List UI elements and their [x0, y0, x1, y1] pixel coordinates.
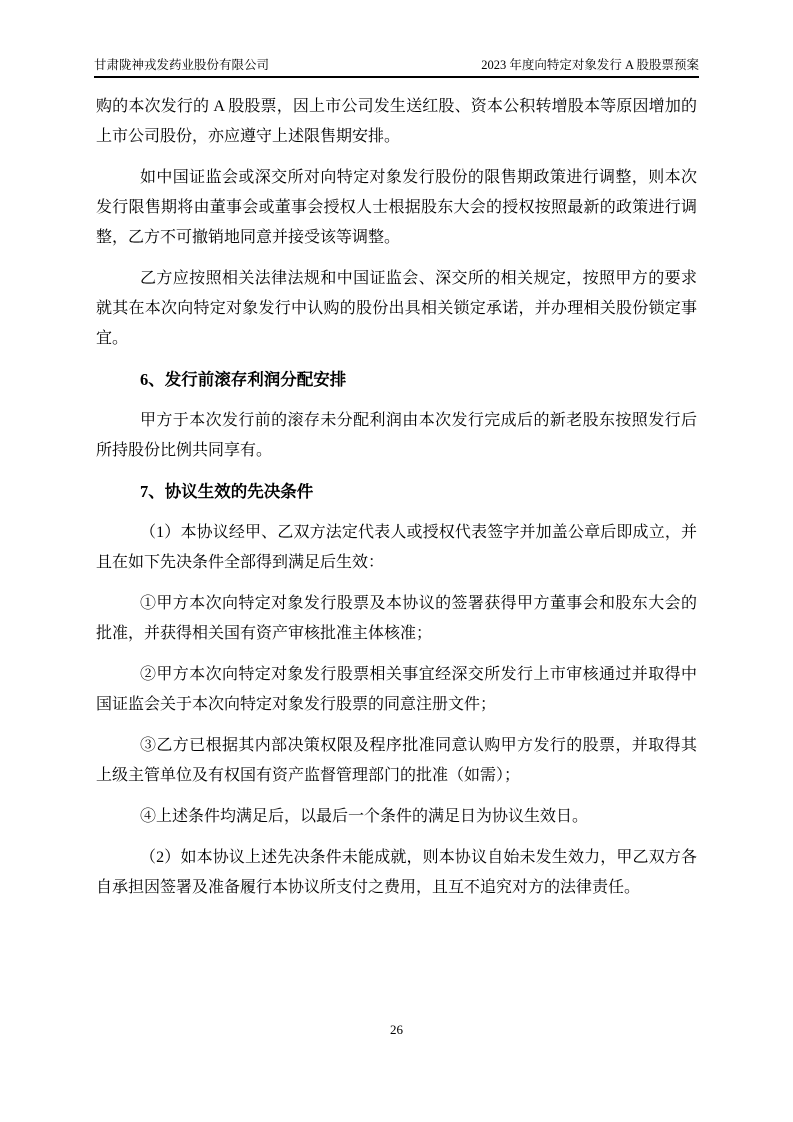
paragraph: （2）如本协议上述先决条件未能成就，则本协议自始未发生效力，甲乙双方各自承担因签署及准备履行本协议所支付之费用，且互不追究对方的法律责任。	[96, 849, 697, 896]
paragraph: 乙方应按照相关法律法规和中国证监会、深交所的相关规定，按照甲方的要求就其在本次向特定对象发行中认购的股份出具相关锁定承诺，并办理相关股份锁定事宜。	[96, 270, 697, 347]
paragraph: 甲方于本次发行前的滚存未分配利润由本次发行完成后的新老股东按照发行后所持股份比例共同享有。	[96, 412, 697, 459]
header-doc-title: 2023 年度向特定对象发行 A 股股票预案	[481, 58, 699, 72]
page-footer	[0, 1021, 793, 1039]
page-number: 26	[390, 1022, 403, 1037]
page-header	[94, 57, 699, 78]
header-company-name: 甘肃陇神戎发药业股份有限公司	[94, 58, 270, 72]
paragraph: 如中国证监会或深交所对向特定对象发行股份的限售期政策进行调整，则本次发行限售期将由董事会或董事会授权人士根据股东大会的授权按照最新的政策进行调整，乙方不可撤销地同意并接受该等调整。	[96, 169, 697, 246]
paragraph: ①甲方本次向特定对象发行股票及本协议的签署获得甲方董事会和股东大会的批准，并获得相关国有资产审核批准主体核准；	[96, 595, 697, 642]
document-body	[96, 92, 697, 914]
paragraph: （1）本协议经甲、乙双方法定代表人或授权代表签字并加盖公章后即成立，并且在如下先决条件全部得到满足后生效：	[96, 524, 697, 571]
paragraph: ④上述条件均满足后，以最后一个条件的满足日为协议生效日。	[140, 808, 589, 825]
paragraph: ③乙方已根据其内部决策权限及程序批准同意认购甲方发行的股票，并取得其上级主管单位及有权国有资产监督管理部门的批准（如需）；	[96, 737, 697, 784]
paragraph: ②甲方本次向特定对象发行股票相关事宜经深交所发行上市审核通过并取得中国证监会关于本次向特定对象发行股票的同意注册文件；	[96, 666, 697, 713]
section-heading: 6、发行前滚存利润分配安排	[140, 370, 347, 389]
paragraph: 购的本次发行的 A 股股票，因上市公司发生送红股、资本公积转增股本等原因增加的上市公司股份，亦应遵守上述限售期安排。	[96, 98, 697, 145]
section-heading: 7、协议生效的先决条件	[140, 482, 314, 501]
